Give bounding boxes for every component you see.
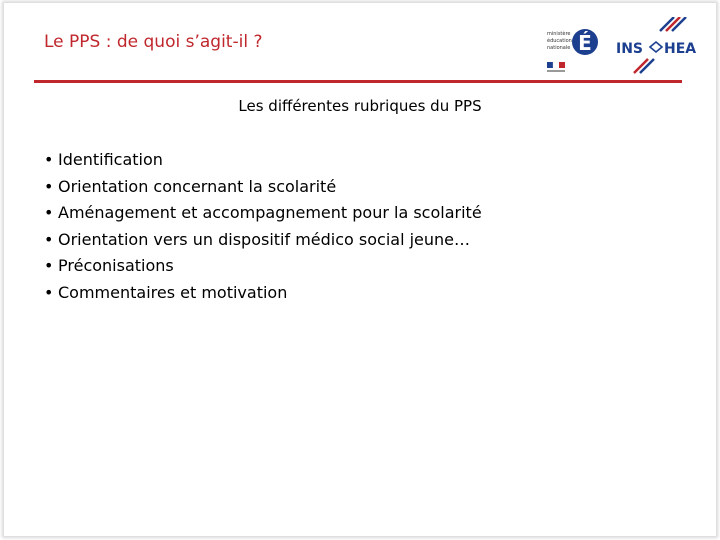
- bullet-marker: •: [44, 176, 54, 196]
- logo-line-2: éducation: [547, 38, 572, 44]
- bullet-list: [44, 147, 482, 306]
- bullet-text: Aménagement et accompagnement pour la scolarité: [58, 203, 482, 222]
- flag-red: [559, 62, 565, 68]
- bullet-text: Commentaires et motivation: [58, 282, 288, 302]
- bullet-item: [44, 174, 482, 201]
- logo-letter: É: [578, 31, 592, 55]
- flag-blue: [547, 62, 553, 68]
- bullet-item: [44, 227, 482, 254]
- bullet-marker: •: [44, 282, 54, 302]
- bullet-marker: •: [44, 229, 54, 249]
- ins-hea-logo: [614, 17, 698, 75]
- logo-text-hea: HEA: [664, 41, 697, 57]
- slide-title: Le PPS : de quoi s’agit-il ?: [44, 32, 263, 52]
- bullet-item: [44, 280, 482, 307]
- slide: [4, 3, 716, 536]
- bullet-marker: •: [44, 150, 54, 169]
- bullet-text: Orientation concernant la scolarité: [58, 176, 337, 196]
- bullet-item: [44, 200, 482, 227]
- bullet-item: [44, 147, 482, 174]
- education-nationale-logo: [545, 20, 603, 76]
- logo-text-ins: INS: [616, 41, 644, 57]
- title-divider: [34, 80, 682, 83]
- logo-line-1: ministère: [547, 31, 571, 37]
- bullet-marker: •: [44, 203, 54, 222]
- flag-white: [553, 62, 559, 68]
- slide-subtitle: Les différentes rubriques du PPS: [238, 97, 482, 115]
- logo-line-3: nationale: [547, 45, 571, 51]
- bullet-text: Identification: [58, 150, 163, 169]
- flag-caption: [547, 70, 565, 72]
- bullet-text: Orientation vers un dispositif médico social jeune…: [58, 229, 471, 249]
- bullet-item: [44, 253, 482, 280]
- logo-arrow-icon: [650, 42, 662, 52]
- bullet-text: Préconisations: [58, 256, 174, 275]
- bullet-marker: •: [44, 256, 54, 275]
